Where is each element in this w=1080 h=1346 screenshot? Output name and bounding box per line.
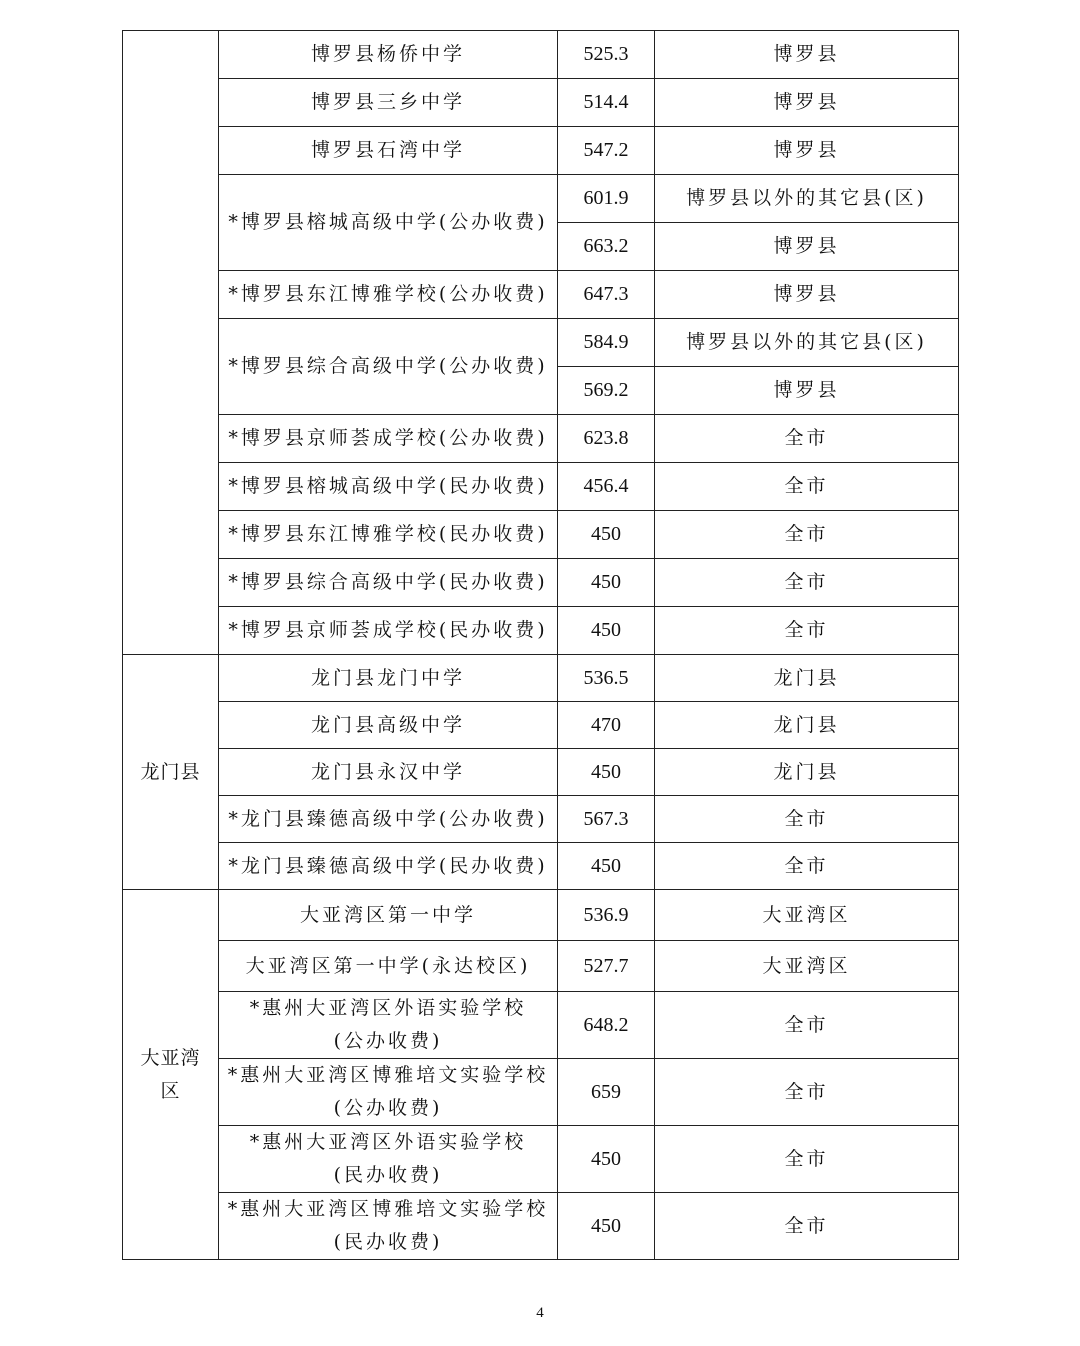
table-row bbox=[123, 271, 959, 319]
table-row bbox=[123, 607, 959, 655]
enrollment-scope: 大亚湾区 bbox=[655, 941, 959, 992]
score-value: 450 bbox=[558, 511, 655, 559]
score-value: 450 bbox=[558, 607, 655, 655]
enrollment-scope: 博罗县 bbox=[655, 271, 959, 319]
table-row bbox=[123, 1126, 959, 1193]
school-name: *惠州大亚湾区博雅培文实验学校(民办收费) bbox=[219, 1193, 558, 1260]
table-row bbox=[123, 992, 959, 1059]
district-name: 大亚湾区 bbox=[123, 890, 219, 1260]
school-name: *博罗县东江博雅学校(民办收费) bbox=[219, 511, 558, 559]
enrollment-scope: 博罗县 bbox=[655, 367, 959, 415]
table-row bbox=[123, 843, 959, 890]
school-name: *龙门县臻德高级中学(公办收费) bbox=[219, 796, 558, 843]
school-name: 大亚湾区第一中学(永达校区) bbox=[219, 941, 558, 992]
score-value: 450 bbox=[558, 1193, 655, 1260]
table-row bbox=[123, 511, 959, 559]
table-row bbox=[123, 559, 959, 607]
school-name: *惠州大亚湾区博雅培文实验学校(公办收费) bbox=[219, 1059, 558, 1126]
school-name: *博罗县综合高级中学(公办收费) bbox=[219, 319, 558, 415]
enrollment-scope: 全市 bbox=[655, 511, 959, 559]
enrollment-scope: 全市 bbox=[655, 559, 959, 607]
score-value: 525.3 bbox=[558, 31, 655, 79]
score-value: 659 bbox=[558, 1059, 655, 1126]
district-name: 龙门县 bbox=[123, 655, 219, 890]
enrollment-scope: 全市 bbox=[655, 463, 959, 511]
table-row bbox=[123, 79, 959, 127]
enrollment-scope: 博罗县 bbox=[655, 127, 959, 175]
school-name: 博罗县杨侨中学 bbox=[219, 31, 558, 79]
enrollment-scope: 全市 bbox=[655, 992, 959, 1059]
score-value: 450 bbox=[558, 559, 655, 607]
enrollment-scope: 博罗县 bbox=[655, 223, 959, 271]
enrollment-scope: 龙门县 bbox=[655, 749, 959, 796]
school-name: *龙门县臻德高级中学(民办收费) bbox=[219, 843, 558, 890]
table-row bbox=[123, 319, 959, 367]
enrollment-scope: 全市 bbox=[655, 1193, 959, 1260]
score-value: 536.5 bbox=[558, 655, 655, 702]
enrollment-scope: 全市 bbox=[655, 1126, 959, 1193]
score-value: 601.9 bbox=[558, 175, 655, 223]
score-value: 569.2 bbox=[558, 367, 655, 415]
table-row bbox=[123, 702, 959, 749]
score-value: 647.3 bbox=[558, 271, 655, 319]
table-row bbox=[123, 127, 959, 175]
score-value: 456.4 bbox=[558, 463, 655, 511]
table-row bbox=[123, 175, 959, 223]
score-value: 536.9 bbox=[558, 890, 655, 941]
enrollment-scope: 博罗县 bbox=[655, 31, 959, 79]
table-row bbox=[123, 415, 959, 463]
school-name: *博罗县京师荟成学校(公办收费) bbox=[219, 415, 558, 463]
enrollment-scope: 全市 bbox=[655, 607, 959, 655]
district-cell-boluo bbox=[123, 31, 219, 655]
school-name: 大亚湾区第一中学 bbox=[219, 890, 558, 941]
school-name: *博罗县榕城高级中学(公办收费) bbox=[219, 175, 558, 271]
enrollment-scope: 博罗县以外的其它县(区) bbox=[655, 319, 959, 367]
table-row bbox=[123, 941, 959, 992]
table-row bbox=[123, 1193, 959, 1260]
school-name: 博罗县石湾中学 bbox=[219, 127, 558, 175]
school-name: *惠州大亚湾区外语实验学校(民办收费) bbox=[219, 1126, 558, 1193]
score-value: 450 bbox=[558, 1126, 655, 1193]
school-name: *博罗县综合高级中学(民办收费) bbox=[219, 559, 558, 607]
score-value: 584.9 bbox=[558, 319, 655, 367]
enrollment-scope: 博罗县 bbox=[655, 79, 959, 127]
enrollment-scope: 全市 bbox=[655, 1059, 959, 1126]
table-row bbox=[123, 796, 959, 843]
admission-score-table bbox=[122, 30, 959, 1260]
score-value: 648.2 bbox=[558, 992, 655, 1059]
table-row bbox=[123, 890, 959, 941]
score-value: 527.7 bbox=[558, 941, 655, 992]
table-row bbox=[123, 655, 959, 702]
score-value: 470 bbox=[558, 702, 655, 749]
score-value: 450 bbox=[558, 749, 655, 796]
enrollment-scope: 龙门县 bbox=[655, 702, 959, 749]
enrollment-scope: 博罗县以外的其它县(区) bbox=[655, 175, 959, 223]
school-name: *惠州大亚湾区外语实验学校(公办收费) bbox=[219, 992, 558, 1059]
table-row bbox=[123, 749, 959, 796]
table-row bbox=[123, 31, 959, 79]
school-name: 龙门县高级中学 bbox=[219, 702, 558, 749]
school-name: *博罗县东江博雅学校(公办收费) bbox=[219, 271, 558, 319]
school-name: 博罗县三乡中学 bbox=[219, 79, 558, 127]
school-name: *博罗县京师荟成学校(民办收费) bbox=[219, 607, 558, 655]
table-row bbox=[123, 1059, 959, 1126]
enrollment-scope: 全市 bbox=[655, 415, 959, 463]
school-name: *博罗县榕城高级中学(民办收费) bbox=[219, 463, 558, 511]
table-row bbox=[123, 463, 959, 511]
enrollment-scope: 龙门县 bbox=[655, 655, 959, 702]
page-number: 4 bbox=[536, 1305, 544, 1321]
score-value: 450 bbox=[558, 843, 655, 890]
score-value: 567.3 bbox=[558, 796, 655, 843]
score-value: 623.8 bbox=[558, 415, 655, 463]
score-value: 663.2 bbox=[558, 223, 655, 271]
score-value: 547.2 bbox=[558, 127, 655, 175]
school-name: 龙门县永汉中学 bbox=[219, 749, 558, 796]
enrollment-scope: 全市 bbox=[655, 843, 959, 890]
enrollment-scope: 大亚湾区 bbox=[655, 890, 959, 941]
enrollment-scope: 全市 bbox=[655, 796, 959, 843]
school-name: 龙门县龙门中学 bbox=[219, 655, 558, 702]
score-value: 514.4 bbox=[558, 79, 655, 127]
